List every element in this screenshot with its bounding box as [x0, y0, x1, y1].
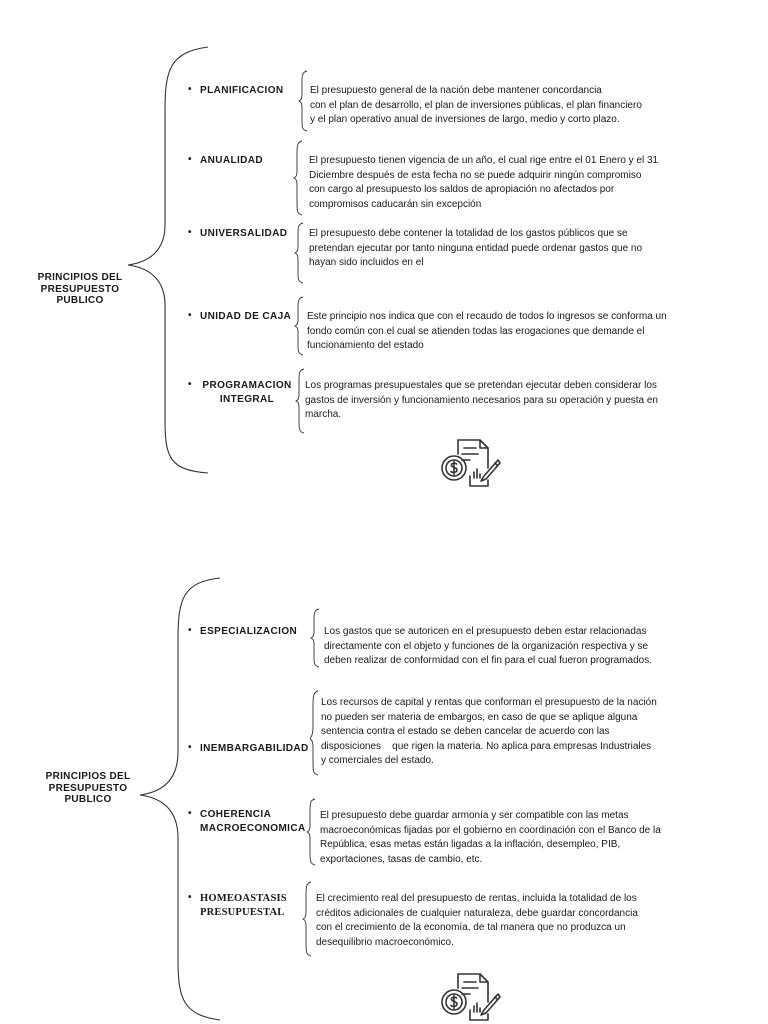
- principle-label: [200, 808, 306, 836]
- description-line: fondo común con el cual se atienden todas las erogaciones que demande el: [307, 325, 645, 337]
- bullet: •: [188, 742, 192, 753]
- principle-description: [320, 809, 661, 867]
- description-line: Diciembre después de esta fecha no se puede adquirir ningún compromiso: [309, 169, 642, 181]
- description-line: marcha.: [305, 409, 342, 421]
- title-line: PRESUPUESTO: [48, 782, 128, 794]
- description-line: exportaciones, tasas de cambio, etc.: [320, 853, 483, 865]
- principle-description: [321, 696, 657, 769]
- bullet: •: [188, 310, 192, 321]
- bullet: •: [188, 84, 192, 95]
- title-line: PRINCIPIOS DEL: [45, 771, 131, 782]
- description-line: hayan sido incluidos en el: [309, 257, 424, 269]
- principle-label: [200, 625, 297, 639]
- description-line: Los recursos de capital y rentas que conforman el presupuesto de la nación: [321, 697, 657, 708]
- description-line: macroeconómicas fijadas por el gobierno en coordinación con el Banco de la: [320, 824, 661, 836]
- description-line: y el plan operativo anual de inversiones de largo, medio y corto plazo.: [310, 114, 620, 126]
- label-line: UNIVERSALIDAD: [200, 228, 288, 239]
- item-brace: [306, 798, 318, 866]
- label-line: ESPECIALIZACION: [200, 626, 298, 637]
- item-brace: [302, 881, 314, 957]
- title-line: PUBLICO: [56, 295, 104, 306]
- principle-description: [316, 892, 638, 950]
- description-line: El presupuesto general de la nación debe mantener concordancia: [310, 85, 602, 96]
- title-line: PRESUPUESTO: [40, 283, 120, 295]
- description-line: directamente con el objeto y funciones de la organización respectiva y se: [324, 640, 649, 652]
- description-line: funcionamiento del estado: [307, 340, 424, 352]
- title-line: PRINCIPIOS DEL: [37, 272, 123, 283]
- title-line: PUBLICO: [64, 794, 112, 805]
- description-line: Este principio nos indica que con el recaudo de todos lo ingresos se conforma un: [307, 311, 667, 322]
- description-line: gastos de inversión y funcionamiento necesarios para su operación y puesta en: [305, 394, 658, 406]
- principle-label: [200, 892, 287, 920]
- description-line: con el plan de desarrollo, el plan de inversiones públicas, el plan financiero: [310, 99, 642, 111]
- bullet: •: [188, 227, 192, 238]
- description-line: pretendan ejecutar por tanto ninguna entidad puede ordenar gastos que no: [309, 242, 643, 254]
- budget-document-icon: [436, 968, 502, 1024]
- description-line: Los gastos que se autoricen en el presupuesto deben estar relacionadas: [324, 626, 647, 637]
- description-line: desequilibrio macroeconómico.: [316, 936, 454, 948]
- bullet: •: [188, 625, 192, 636]
- label-line: ANUALIDAD: [200, 155, 264, 166]
- description-line: disposiciones que rigen la materia. No aplica para empresas Industriales: [321, 740, 652, 752]
- label-line: COHERENCIA: [200, 809, 272, 820]
- bullet: •: [188, 892, 192, 903]
- description-line: deben realizar de conformidad con el fin para el cual fueron programados.: [324, 655, 652, 667]
- description-line: Los programas presupuestales que se pretendan ejecutar deben considerar los: [305, 380, 657, 391]
- description-line: y comerciales del estado.: [321, 755, 434, 767]
- bullet: •: [188, 379, 192, 390]
- description-line: El crecimiento real del presupuesto de rentas, incluida la totalidad de los: [316, 893, 637, 904]
- label-line: PROGRAMACION: [202, 380, 292, 391]
- description-line: El presupuesto tienen vigencia de un año, el cual rige entre el 01 Enero y el 31: [309, 155, 659, 166]
- bullet: •: [188, 154, 192, 165]
- label-line: INEMBARGABILIDAD: [200, 743, 309, 754]
- description-line: con cargo al presupuesto los saldos de apropiación no afectados por: [309, 184, 615, 196]
- description-line: con el crecimiento de la economía, de tal manera que no produzca un: [316, 922, 626, 934]
- description-line: créditos adicionales de cualquier naturaleza, debe guardar concordancia: [316, 907, 638, 919]
- label-line: PLANIFICACION: [200, 85, 284, 96]
- principle-label: [200, 742, 309, 756]
- label-line: UNIDAD DE CAJA: [200, 311, 292, 322]
- item-brace: [310, 608, 322, 668]
- description-line: no pueden ser materia de embargos, en caso de que se aplique alguna: [321, 711, 638, 723]
- description-line: El presupuesto debe contener la totalidad de los gastos públicos que se: [309, 228, 628, 239]
- item-brace: [309, 690, 321, 776]
- bullet: •: [188, 808, 192, 819]
- description-line: sentencia contra el estado se deben cancelar de acuerdo con las: [321, 726, 610, 738]
- label-line: INTEGRAL: [219, 394, 275, 405]
- label-line: PRESUPUESTAL: [200, 907, 285, 918]
- description-line: El presupuesto debe guardar armonía y ser compatible con las metas: [320, 810, 629, 821]
- description-line: República, esas metas están ligadas a la inflación, desempleo, PIB,: [320, 839, 621, 851]
- label-line: MACROECONOMICA: [200, 823, 306, 834]
- principle-description: [324, 625, 652, 669]
- description-line: compromisos caducarán sin excepción: [309, 198, 482, 210]
- label-line: HOMEOASTASIS: [200, 893, 287, 904]
